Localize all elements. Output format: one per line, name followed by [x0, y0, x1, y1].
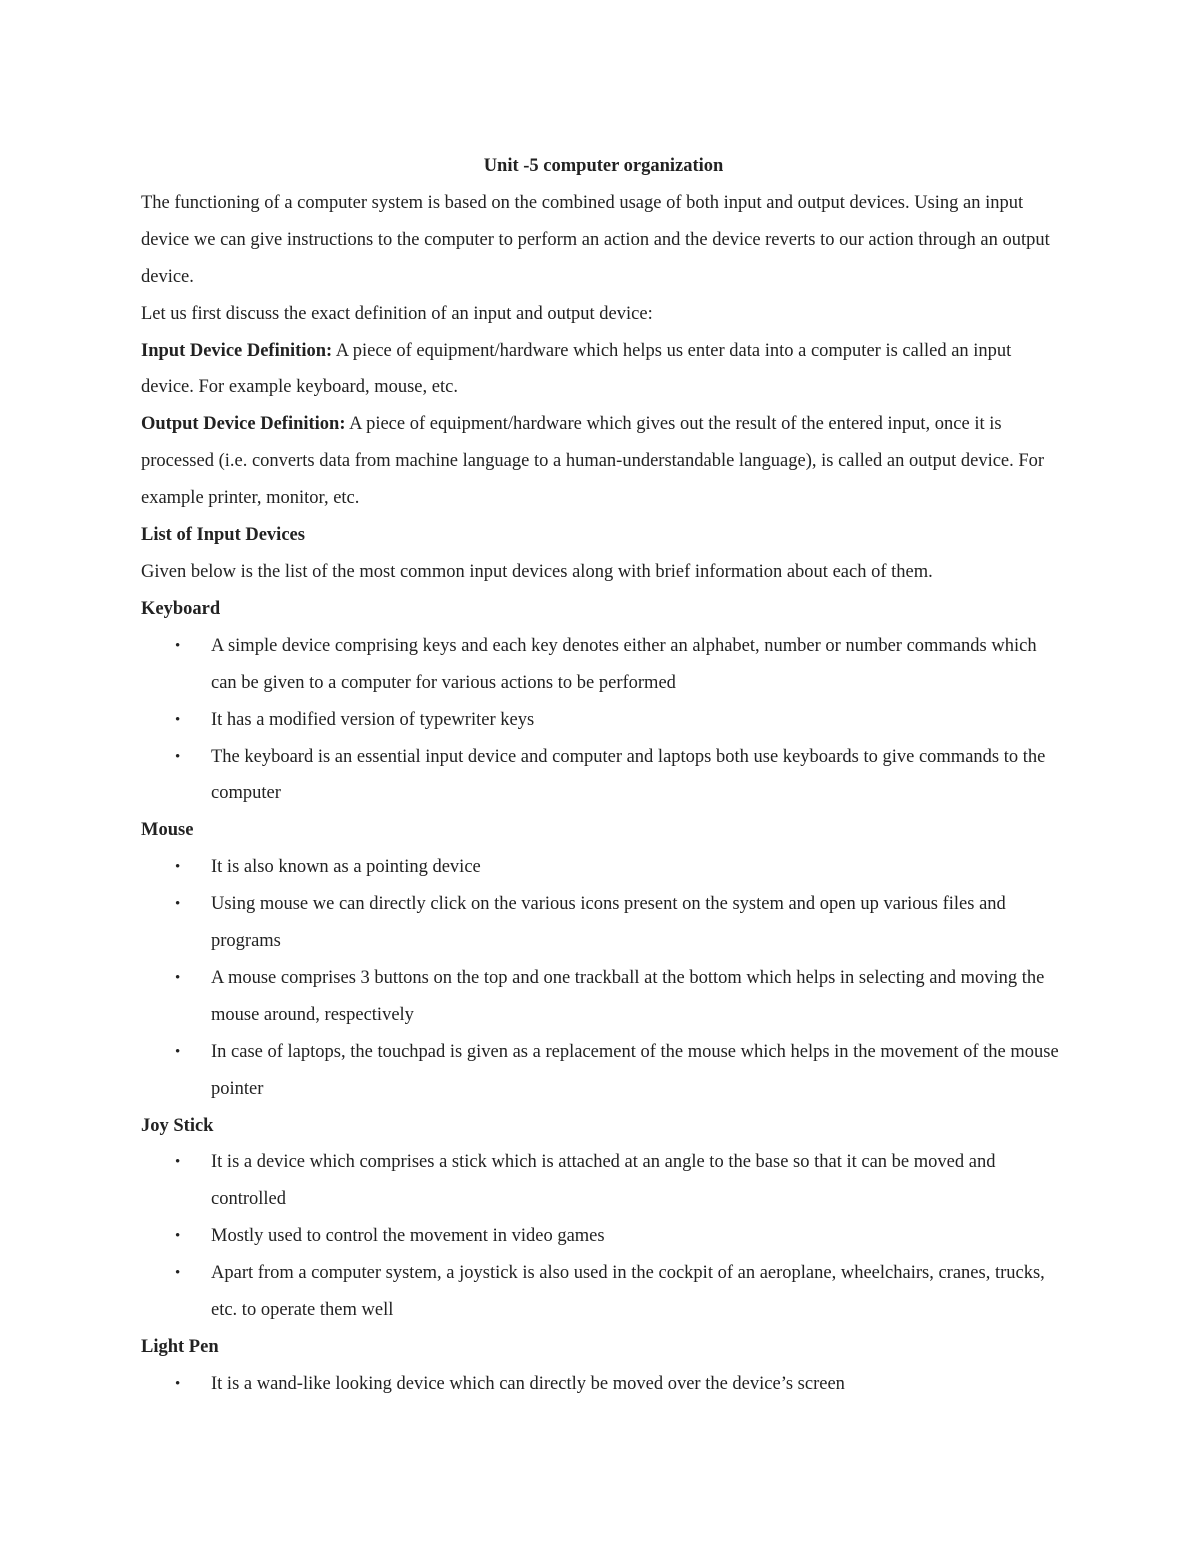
input-definition-label: Input Device Definition: — [141, 340, 333, 361]
list-item — [141, 1034, 1066, 1108]
list-item-text: A mouse comprises 3 buttons on the top and one trackball at the bottom which helps in selecting and moving the mouse around, respectively — [211, 967, 1045, 1025]
output-definition-label: Output Device Definition: — [141, 414, 346, 435]
bullet-icon: • — [175, 637, 181, 654]
list-item — [141, 1366, 1066, 1403]
output-definition — [141, 406, 1066, 517]
list-item-text: Mostly used to control the movement in video games — [211, 1226, 605, 1247]
list-item-text: It is also known as a pointing device — [211, 857, 481, 878]
list-item — [141, 1255, 1066, 1329]
intro-paragraph: The functioning of a computer system is based on the combined usage of both input and output devices. Using an input device we can give instructions to the computer to perform an action and the device reverts to our action through an output device. — [141, 192, 1050, 287]
section-heading-mouse: Mouse — [141, 820, 194, 841]
input-definition-text: A piece of equipment/hardware which helps us enter data into a computer is called an input device. For example keyboard, mouse, etc. — [141, 340, 1012, 398]
bullet-icon: • — [175, 859, 181, 876]
bullet-icon: • — [175, 896, 181, 913]
list-item-text: It has a modified version of typewriter keys — [211, 709, 535, 730]
bullet-icon: • — [175, 1228, 181, 1245]
keyboard-list — [141, 628, 1066, 813]
list-item — [141, 702, 1066, 739]
list-item — [141, 1144, 1066, 1218]
bullet-icon: • — [175, 1375, 181, 1392]
list-item — [141, 886, 1066, 960]
list-intro: Given below is the list of the most common input devices along with brief information about each of them. — [141, 561, 933, 582]
list-item — [141, 960, 1066, 1034]
output-definition-text: A piece of equipment/hardware which gives out the result of the entered input, once it is processed (i.e. converts data from machine language to a human-understandable language), is called an output device. For example printer, monitor, etc. — [141, 414, 1045, 509]
intro-paragraph-2: Let us first discuss the exact definition of an input and output device: — [141, 303, 653, 324]
document-page — [141, 148, 1066, 1403]
section-heading-joystick: Joy Stick — [141, 1115, 214, 1136]
bullet-icon: • — [175, 748, 181, 765]
list-item — [141, 1218, 1066, 1255]
list-item-text: The keyboard is an essential input device and computer and laptops both use keyboards to give commands to the computer — [211, 746, 1046, 804]
document-title: Unit -5 computer organization — [483, 156, 724, 176]
list-item-text: A simple device comprising keys and each key denotes either an alphabet, number or number commands which can be given to a computer for various actions to be performed — [211, 635, 1037, 693]
list-item-text: Using mouse we can directly click on the various icons present on the system and open up various files and programs — [211, 894, 1006, 952]
bullet-icon: • — [175, 711, 181, 728]
section-heading-lightpen: Light Pen — [141, 1337, 219, 1357]
bullet-icon: • — [175, 1265, 181, 1282]
bullet-icon: • — [175, 1043, 181, 1060]
lightpen-list — [141, 1366, 1066, 1403]
list-item-text: It is a wand-like looking device which can directly be moved over the device’s screen — [211, 1373, 845, 1394]
mouse-list — [141, 849, 1066, 1107]
list-item — [141, 739, 1066, 813]
list-heading: List of Input Devices — [141, 525, 305, 546]
section-heading-keyboard: Keyboard — [141, 598, 221, 619]
input-definition — [141, 333, 1066, 407]
list-item-text: Apart from a computer system, a joystick is also used in the cockpit of an aeroplane, wheelchairs, cranes, trucks, etc. to operate them well — [211, 1263, 1045, 1321]
list-item — [141, 628, 1066, 702]
list-item-text: It is a device which comprises a stick which is attached at an angle to the base so that it can be moved and controlled — [211, 1152, 996, 1210]
bullet-icon: • — [175, 1154, 181, 1171]
list-item-text: In case of laptops, the touchpad is given as a replacement of the mouse which helps in the movement of the mouse pointer — [211, 1041, 1059, 1099]
joystick-list — [141, 1144, 1066, 1329]
list-item — [141, 849, 1066, 886]
bullet-icon: • — [175, 969, 181, 986]
